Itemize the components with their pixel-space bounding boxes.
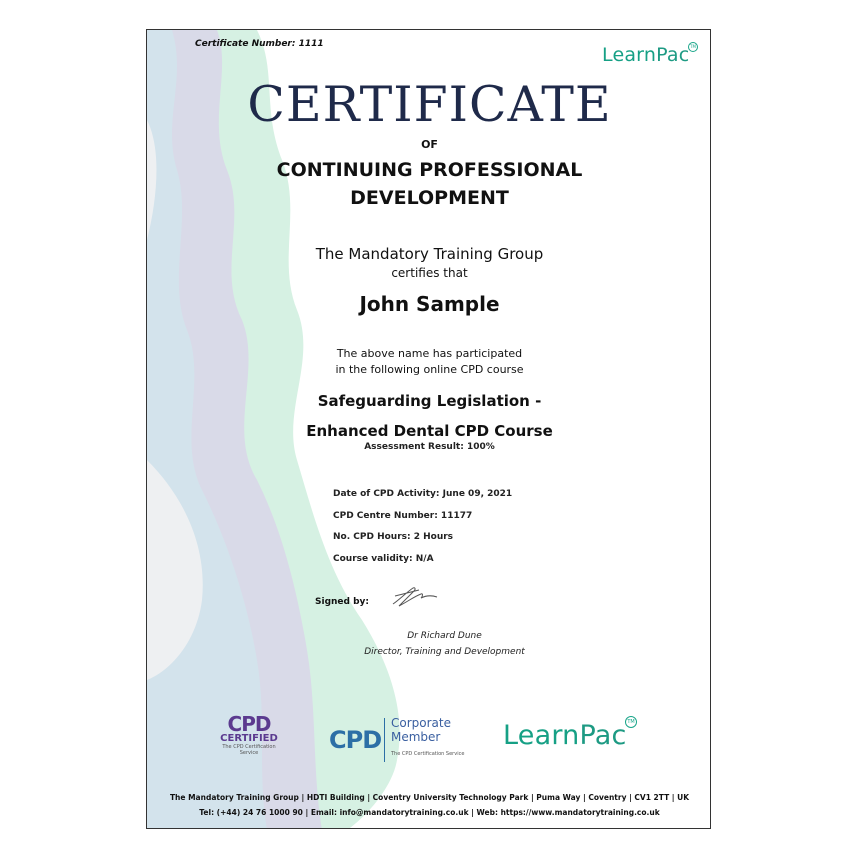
learnpac-logo-top (602, 44, 702, 70)
course-line-1: Safeguarding Legislation - (317, 392, 542, 410)
participation-line-2: in the following online CPD course (335, 363, 524, 376)
bottom-trademark-badge: TM (625, 716, 637, 728)
detail-hours: No. CPD Hours: 2 Hours (333, 532, 454, 542)
signature-icon (385, 582, 455, 610)
corporate-cpd: CPD (329, 726, 382, 754)
corporate-member-logo (329, 716, 489, 766)
logo-pac-text: Pac (656, 44, 690, 66)
detail-validity: Course validity: N/A (333, 553, 434, 564)
recipient-name: John Sample (359, 292, 500, 316)
certifies-text: certifies that (391, 266, 468, 280)
signed-by-label: Signed by: (315, 597, 370, 607)
logo-learn-text: Learn (602, 44, 657, 66)
participation-line-1: The above name has participated (336, 347, 523, 360)
detail-centre-number: CPD Centre Number: 11177 (333, 510, 473, 521)
detail-date: Date of CPD Activity: June 09, 2021 (333, 489, 513, 499)
bottom-logo-pac-text: Pac (579, 720, 627, 751)
participation-text (147, 346, 711, 378)
corporate-divider (384, 718, 385, 762)
footer-address: The Mandatory Training Group | HDTI Building | Coventry University Technology Park | Puma Way | Coventry | CV1 2TT | UK (169, 793, 690, 802)
cpd-certified-sub1: The CPD Certification (222, 744, 276, 750)
certificate-heading (147, 156, 711, 212)
corporate-sub: The CPD Certification Service (391, 751, 465, 757)
certificate-title: CERTIFICATE (247, 76, 612, 133)
assessment-result: Assessment Result: 100% (364, 442, 495, 452)
heading-line-1: CONTINUING PROFESSIONAL (276, 159, 583, 181)
certificate-number: Certificate Number: 1111 (195, 39, 324, 49)
certificate (146, 29, 711, 829)
of-label: OF (421, 138, 438, 151)
cpd-certified-sub2: Service (239, 750, 259, 756)
signer-title: Director, Training and Development (364, 647, 525, 657)
bottom-logo-learn-text: Learn (503, 720, 580, 751)
cpd-certified-logo (219, 714, 279, 764)
cpd-details (333, 484, 512, 570)
corporate-label (391, 716, 451, 744)
footer-contact: Tel: (+44) 24 76 1000 90 | Email: info@mandatorytraining.co.uk | Web: https://www.mandatorytraining.co.uk (199, 808, 660, 817)
course-line-2: Enhanced Dental CPD Course (306, 422, 553, 440)
corporate-line-1: Corporate (391, 716, 451, 730)
learnpac-logo-bottom (503, 720, 653, 760)
signer-name: Dr Richard Dune (407, 631, 482, 641)
cpd-certified-cpd: CPD (227, 712, 271, 736)
cpd-certified-word: CERTIFIED (220, 733, 278, 744)
organisation-name: The Mandatory Training Group (315, 245, 544, 263)
heading-line-2: DEVELOPMENT (350, 187, 509, 209)
signer-block (332, 628, 557, 660)
corporate-line-2: Member (391, 730, 441, 744)
course-title (147, 386, 711, 446)
trademark-badge: TM (688, 42, 698, 52)
footer (147, 790, 711, 820)
